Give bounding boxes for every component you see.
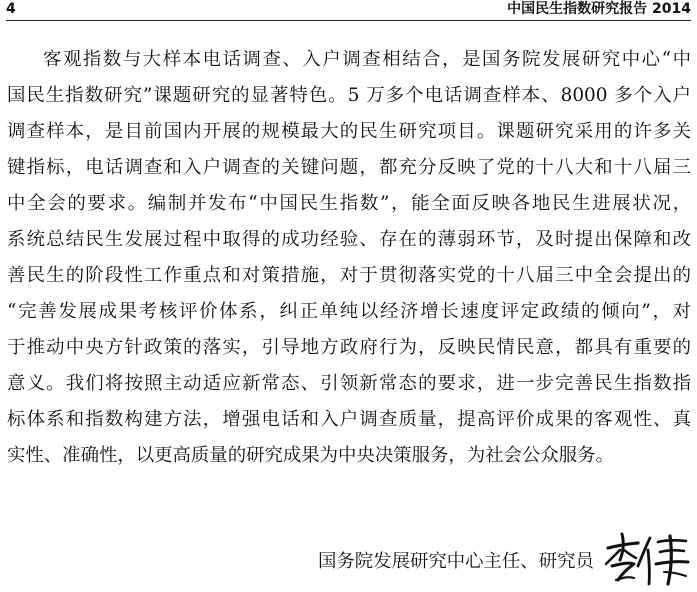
body-line: 客观指数与大样本电话调查、入户调查相结合，是国务院发展研究中心“中	[43, 49, 691, 70]
running-header	[6, 0, 691, 21]
handwritten-signature	[602, 528, 692, 588]
body-line: 实性、准确性，以更高质量的研究成果为中央决策服务，为社会公众服务。	[7, 445, 614, 466]
body-line: 意义。我们将按照主动适应新常态、引领新常态的要求，进一步完善民生指数指	[7, 373, 691, 394]
body-line: “完善发展成果考核评价体系，纠正单纯以经济增长速度评定政绩的倾向”，对	[7, 301, 691, 322]
signature-title: 国务院发展研究中心主任、研究员	[318, 551, 594, 572]
body-line: 中全会的要求。编制并发布“中国民生指数”，能全面反映各地民生进展状况，	[7, 193, 691, 214]
body-line: 标体系和指数构建方法，增强电话和入户调查质量，提高评价成果的客观性、真	[7, 409, 691, 430]
body-line: 于推动中央方针政策的落实，引导地方政府行为，反映民情民意，都具有重要的	[7, 337, 691, 358]
body-line: 调查样本，是目前国内开展的规模最大的民生研究项目。课题研究采用的许多关	[7, 121, 691, 142]
body-line: 善民生的阶段性工作重点和对策措施，对于贯彻落实党的十八届三中全会提出的	[7, 265, 691, 286]
body-line: 国民生指数研究”课题研究的显著特色。5 万多个电话调查样本、8000 多个入户	[7, 85, 691, 106]
body-line: 系统总结民生发展过程中取得的成功经验、存在的薄弱环节，及时提出保障和改	[7, 229, 691, 250]
running-title: 中国民生指数研究报告 2014	[507, 1, 691, 17]
body-line: 键指标，电话调查和入户调查的关键问题，都充分反映了党的十八大和十八届三	[7, 157, 691, 178]
page-number: 4	[6, 1, 16, 17]
